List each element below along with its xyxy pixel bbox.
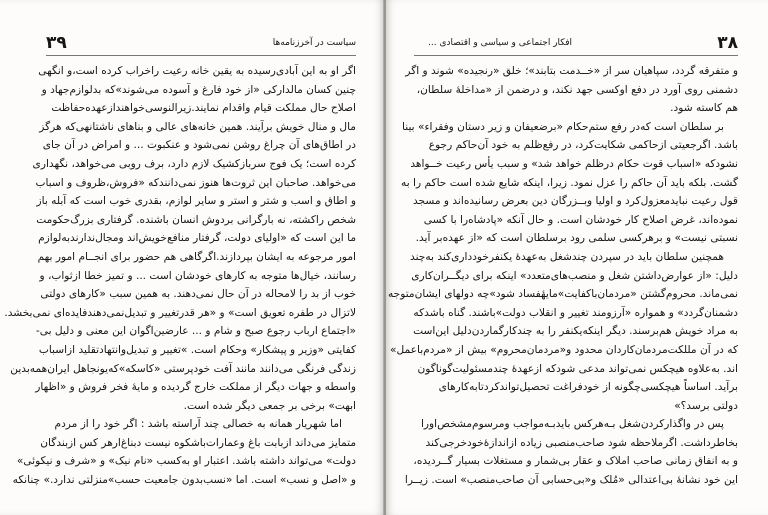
text-line: خوب از بد را لامحاله در آن حال نمی‌دهند. به همین سبب «کارهای دولتی <box>40 288 356 301</box>
text-line: نسبتی نیست» و برهرکسی سلمی رود برسلطان است که «از عهده‌بر آید. <box>415 232 738 245</box>
text-line: نموده‌اند، غرض اصلاح کار خودشان است. و حال آنکه «پادشاه‌را با کسی <box>423 213 738 226</box>
text-line: اگر او به این آبادی‌رسیده به یقین خانه رعیت راخراب کرده است،و انگهی <box>38 65 356 77</box>
text-line: دشمنان‌گردد» و همواره «آرزومند تغییر و انقلاب دولت»باشند. گناه باشدکه <box>413 306 738 319</box>
text-line: قول رعیت نباید‌معزول‌کرد و اولیا وبــزرگان دین بعرض رسانیده‌اند و مسجد <box>413 195 738 208</box>
text-line: و متفرقه گردد، سپاهیان سر از «خــدمت بتابند»؛ خلق «رنجیده» شوند و اگر <box>405 65 738 77</box>
text-line: و «اصل و نسب» است. اما «نسب‌بدون جامعیت حسب»منزلتی ندارد.» چنانکه <box>12 474 356 487</box>
text-line: «اجتماع ارباب رجوع صبح و شام و ... عارضین‌اگوان این معنی و دلیل بی- <box>35 325 356 338</box>
text-line: اند. به‌علاوه هیچکس نمی‌تواند مدعی شودکه ازعهدهٔ چندمسئولیت‌گوناگون <box>417 362 738 375</box>
text-line: مال و منال خویش برآیند. همین خانه‌های عالی و بناهای ناشتانهی‌که هرگز <box>39 120 356 133</box>
right-running-title: افکار اجتماعی و سیاسی و اقتصادی ... <box>428 38 573 48</box>
text-line: متمایز می‌داند ازبابت باغ وعمارات‌باشکوه نیست دبناغ‌ارهر کس ازبندگان <box>40 436 356 449</box>
text-line: نشودکه «اسباب قوت حکام درظلم خواهد شد» و سبب یأس رعیت خــواهد <box>410 157 738 170</box>
right-paragraph-2 <box>401 118 738 248</box>
right-page-header <box>414 33 738 56</box>
right-paragraph-3 <box>388 248 738 415</box>
right-paragraph-1 <box>405 62 738 118</box>
text-line: به مراد خویش هم‌برسند. دیگر اینکه‌یکنفر را به چندکارگماردن‌دلیل این‌است <box>413 325 738 338</box>
left-page-header <box>46 33 356 56</box>
text-line: اما شهریار همانه به خصالی چند آراسته باشد : اگر خود را از مردم <box>54 418 342 431</box>
text-line: رسانند، خیال‌ها متوجه به کارهای خودشان است ... و تمیز خطا ازثواب، و <box>39 269 356 282</box>
text-line: ما این است که «اولیای دولت، گرفتار منافع‌خویش‌اند ومجال‌ندارندبه‌لوازم <box>38 232 356 245</box>
text-line: برآید. اساساً هیچکسی‌چگونه از خودفراغت تحصیل‌تواندکردتابه‌کارهای <box>438 381 738 394</box>
text-line: دلیل: «از عوارض‌داشتن شغل و منصب‌های‌متعدد» اینکه برای دیگــران‌کاری <box>411 269 738 282</box>
text-line: این خود نشانهٔ بی‌اعتدالی «مُلک و«بی‌حسابی آن صاحب‌منصب» است. زیــرا <box>404 474 738 487</box>
text-line: امور مرجوعه به ایشان بپردازند.اگرگاهی هم حضور برای انجــام امور بهم <box>37 250 356 263</box>
text-line: ابهت» برخی بر جمعی دیگر شده است. <box>183 399 356 412</box>
text-line: بخاطرداشت. اگرملاحظه شود صاحب‌منصبی زیاده ازاندازهٔ‌خودخرجی‌کند <box>425 436 738 449</box>
text-line: بر سلطان است که‌در رفع ستم‌حکام «برضعیفان و زیر دستان وفقراء» بینا <box>402 120 724 133</box>
text-line: دولتی برسد؟» <box>674 399 738 412</box>
text-line: کرده است؛ یک فوج سرباز‌کشیک لازم دارد، برف روبی می‌خواهد، نگهداری <box>32 157 356 170</box>
text-line: گشت. بلکه باید آن حاکم را عزل نمود. زیرا، اینکه شایع شده است حاکم را به <box>401 176 738 189</box>
left-page-number: ۳۹ <box>46 33 67 53</box>
text-line: شخص راکشته، نه بارگرانی بردوش انسان باشنده. گرفتاری بزرگ‌حکومت <box>36 213 356 226</box>
text-line: که در آن مللکت‌مردمان‌کاردان محدود و«مردمان‌محروم» بیش از «مردم‌باعمل» <box>390 343 738 356</box>
text-line: زندگی فرنگی می‌دانند مانند آفت خودپرستی «کاسکه»که‌یونجاهل ایران‌همه‌بدین <box>10 362 356 375</box>
text-line: نمی‌ماند. محروم‌گشتن «مردمان‌باکفایت»مایهٔفساد شود»چه دولهای ایشان‌متوجه <box>388 288 738 301</box>
text-line: اصلاح حال مملکت قیام واقدام نمایند.زیرالنوسی‌خواهندازعهده‌حفاظت <box>51 102 356 115</box>
text-line: و به انفاق زمانی صاحب املاک و عقار بی‌شمار و مستغلات بسیار گــردیده، <box>413 455 738 468</box>
left-page-body <box>4 62 356 490</box>
text-line: لاتزال در طفره تعویق است» و «هر قدرتغییر و تبدیل‌نمی‌دهندفایده‌ای نمی‌بخشد. <box>4 306 356 319</box>
right-paragraph-4 <box>404 415 738 489</box>
text-line: و اطاق و اسب و شتر و استر و سایر لوازم، بقدری خوب است که آبله باز <box>36 195 356 208</box>
text-line: کفایتی «وزیر و پیشکار» وحکام است. »تغییر و تبدیل‌وانتهادتقلید ازاسباب <box>38 343 356 356</box>
text-line: همچنین سلطان باید در سپردن چندشغل به‌عهدهٔ یکنفرخودداری‌کند به‌چند <box>410 250 724 263</box>
right-page-body <box>388 62 738 490</box>
text-line: می‌خواهد. صاحبان این ثروت‌ها هنوز نمی‌دانندکه «فروش،ظروف و اسباب <box>35 176 356 189</box>
text-line: واسطه و جهات دیگر از مملکت خارج گردیده و مایهٔ فخر فروش و «اظهار <box>35 381 356 394</box>
right-page <box>386 0 768 515</box>
text-line: پس در واگذارکردن‌شغل بـه‌هرکس بایدبـه‌مواجب ومرسوم‌مشخص‌اورا <box>420 418 724 431</box>
text-line: هم کاسته شود. <box>670 102 738 115</box>
text-line: دشمنی روی آورد در دفع اوکسی جهد نکند، و درضمن از «مداخلهٔ سلطان، <box>416 83 738 96</box>
text-line: در اطاق‌های آن چراغ روشن نمی‌شود و عنکبوت ... و امراض در آن جای <box>42 139 356 152</box>
left-paragraph-1 <box>4 62 356 415</box>
left-running-title: سیاست در آخرزنامه‌ها <box>272 38 356 48</box>
left-paragraph-2 <box>12 415 356 489</box>
text-line: دولت» می‌تواند داشته باشد. اعتبار او به‌کسب «نام نیک» و «شرف و نیکوئی» <box>16 455 356 468</box>
text-line: چنین کسان مالدارکی «از خود فارغ و آسوده می‌شوند»که بدلوازم‌جهاد و <box>41 83 356 96</box>
right-page-number: ۳۸ <box>717 33 738 53</box>
text-line: باشد. اگرجعیتی ازحاکمی شکایت‌کرد، در رفع‌ظلم به خود آن‌حاکم رجوع <box>428 139 738 152</box>
